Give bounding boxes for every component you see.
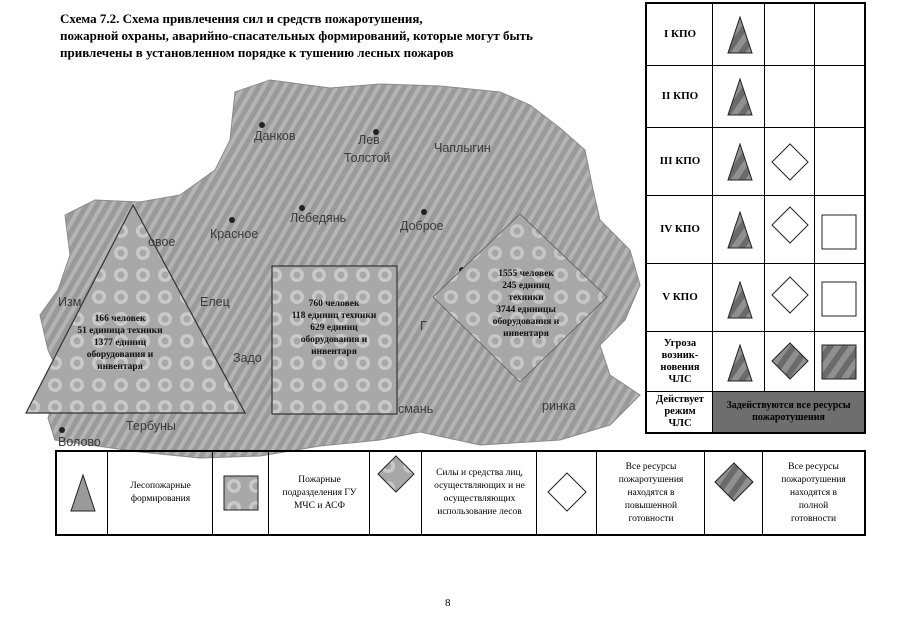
kpo-row-emergency bbox=[647, 392, 864, 432]
legend-hr-1: Все ресурсы bbox=[625, 461, 677, 472]
threat-label-4: ЧЛС bbox=[668, 373, 692, 385]
city-lebedyan: Лебедянь bbox=[290, 211, 347, 225]
scheme-title bbox=[60, 10, 620, 61]
threat-label-3: новения bbox=[660, 361, 700, 373]
square-stat-equipment: 629 единиц bbox=[310, 323, 358, 333]
legend-fd-2: подразделения ГУ bbox=[282, 487, 357, 498]
city-stanovoe: овое bbox=[148, 235, 176, 249]
diamond-stat-vehicles-2: техники bbox=[508, 293, 544, 303]
white-square-icon bbox=[821, 281, 857, 317]
city-dot-dankov bbox=[259, 122, 265, 128]
title-line-1: Схема 7.2. Схема привлечения сил и средств пожаротушения, bbox=[60, 11, 423, 26]
city-krasnoe: Красное bbox=[210, 227, 259, 241]
triangle-icon bbox=[727, 281, 753, 319]
kpo-row-label bbox=[647, 332, 713, 391]
diamond-stat-people: 1555 человек bbox=[498, 269, 554, 279]
legend-forest-users bbox=[422, 452, 537, 534]
triangle-stat-people: 166 человек bbox=[94, 314, 146, 324]
diamond-stat-vehicles: 245 единиц bbox=[502, 281, 550, 291]
kpo-row-threat bbox=[647, 332, 864, 392]
triangle-stat-equipment: 1377 единиц bbox=[93, 338, 147, 348]
legend-ffu-2: формирования bbox=[130, 494, 191, 504]
all-resources-text-2: пожаротушения bbox=[752, 412, 825, 423]
kpo-row-3 bbox=[647, 128, 864, 196]
legend-fu-2: осуществляющих и не bbox=[434, 481, 525, 491]
city-dobroe: Доброе bbox=[400, 219, 444, 233]
emergency-label-1: Действует bbox=[656, 394, 704, 405]
triangle-icon bbox=[727, 211, 753, 249]
triangle-icon bbox=[727, 78, 753, 116]
white-square-icon bbox=[821, 214, 857, 250]
threat-label-1: Угроза bbox=[663, 337, 697, 349]
city-volovo: Волово bbox=[58, 435, 101, 449]
legend-forest-fire-units bbox=[108, 452, 213, 534]
kpo-row-1 bbox=[647, 4, 864, 66]
triangle-icon bbox=[727, 344, 753, 382]
white-diamond-icon bbox=[771, 143, 809, 181]
square-stat-vehicles: 118 единиц техники bbox=[291, 311, 377, 321]
kpo-row-label bbox=[647, 392, 713, 432]
page-number: 8 bbox=[445, 597, 451, 609]
diamond-stat-equipment: 3744 единицы bbox=[496, 305, 556, 315]
city-chaplygin: Чаплыгин bbox=[434, 141, 491, 155]
city-dot-dobroe bbox=[421, 209, 427, 215]
legend-fr-5: готовности bbox=[790, 513, 837, 524]
fire-danger-class-table bbox=[645, 2, 866, 434]
title-line-3: привлечены в установленном порядке к тушению лесных пожаров bbox=[60, 45, 454, 60]
legend-fd-3: МЧС и АСФ bbox=[293, 500, 346, 511]
legend-high-readiness bbox=[597, 452, 705, 534]
square-stat-equipment-2: оборудования и bbox=[300, 335, 368, 345]
forest-fire-units-triangle-icon bbox=[70, 474, 96, 512]
legend-ffu-1: Лесопожарные bbox=[130, 481, 191, 491]
city-dot-krasnoe bbox=[229, 217, 235, 223]
legend-fu-3: осуществляющих bbox=[443, 494, 516, 504]
fire-departments-square-icon bbox=[223, 475, 259, 511]
triangle-stat-vehicles: 51 единица техники bbox=[77, 326, 163, 336]
dark-square-icon bbox=[821, 344, 857, 380]
city-elets: Елец bbox=[200, 295, 230, 309]
legend-fr-1: Все ресурсы bbox=[788, 461, 839, 472]
legend-hr-5: готовности bbox=[628, 513, 674, 524]
kpo-row-label: III КПО bbox=[659, 155, 701, 167]
emergency-label-2: режим bbox=[664, 406, 696, 417]
city-dankov: Данков bbox=[254, 129, 296, 143]
white-diamond-icon bbox=[547, 472, 587, 512]
kpo-row-label: V КПО bbox=[662, 291, 698, 303]
title-line-2: пожарной охраны, аварийно-спасательных формирований, которые могут быть bbox=[60, 28, 533, 43]
kpo-row-label: II КПО bbox=[661, 90, 699, 102]
square-stat-equipment-3: инвентаря bbox=[311, 347, 357, 357]
city-lev-tolstoy-1: Лев bbox=[358, 133, 380, 147]
kpo-cell bbox=[765, 66, 815, 127]
kpo-row-label: I КПО bbox=[663, 28, 697, 40]
diamond-stat-equipment-2: оборудования и bbox=[492, 317, 560, 327]
legend-fire-departments bbox=[269, 452, 370, 534]
triangle-icon bbox=[727, 16, 753, 54]
emergency-label-3: ЧЛС bbox=[668, 418, 692, 429]
city-zad: Задо bbox=[233, 351, 262, 365]
kpo-cell bbox=[765, 4, 815, 65]
legend-fu-1: Силы и средства лиц, bbox=[436, 468, 523, 478]
forest-users-diamond-icon bbox=[377, 455, 415, 493]
kpo-row-4 bbox=[647, 196, 864, 264]
triangle-stat-equipment-3: инвентаря bbox=[97, 362, 143, 372]
dark-diamond-icon bbox=[714, 462, 754, 502]
legend bbox=[55, 450, 866, 536]
square-stat-people: 760 человек bbox=[308, 299, 360, 309]
white-diamond-icon bbox=[771, 276, 809, 314]
all-resources-text-1: Задействуются все ресурсы bbox=[726, 400, 851, 411]
all-resources-bar bbox=[713, 392, 864, 432]
city-rinka: ринка bbox=[542, 399, 576, 413]
kpo-row-label: IV КПО bbox=[660, 223, 700, 235]
triangle-stat-equipment-2: оборудования и bbox=[86, 350, 154, 360]
threat-label-2: возник- bbox=[661, 349, 699, 361]
kpo-row-5 bbox=[647, 264, 864, 332]
city-dot-volovo bbox=[59, 427, 65, 433]
dark-diamond-icon bbox=[771, 342, 809, 380]
legend-hr-2: пожаротушения bbox=[618, 474, 684, 485]
legend-hr-4: повышенной bbox=[624, 500, 678, 511]
diamond-stat-equipment-3: инвентаря bbox=[503, 329, 549, 339]
city-usman: смань bbox=[398, 402, 434, 416]
city-g: Г bbox=[420, 319, 427, 333]
legend-fr-3: находятся в bbox=[789, 487, 838, 498]
city-terbuny: Тербуны bbox=[126, 419, 176, 433]
city-izm: Изм bbox=[58, 295, 82, 309]
kpo-row-2 bbox=[647, 66, 864, 128]
legend-fr-2: пожаротушения bbox=[781, 474, 846, 485]
legend-hr-3: находятся в bbox=[627, 487, 675, 498]
legend-fd-1: Пожарные bbox=[298, 474, 341, 485]
triangle-icon bbox=[727, 143, 753, 181]
legend-fr-4: полной bbox=[798, 500, 829, 511]
legend-fu-4: использование лесов bbox=[437, 507, 522, 517]
legend-full-readiness bbox=[763, 452, 864, 534]
white-diamond-icon bbox=[771, 206, 809, 244]
city-lev-tolstoy-2: Толстой bbox=[344, 151, 391, 165]
